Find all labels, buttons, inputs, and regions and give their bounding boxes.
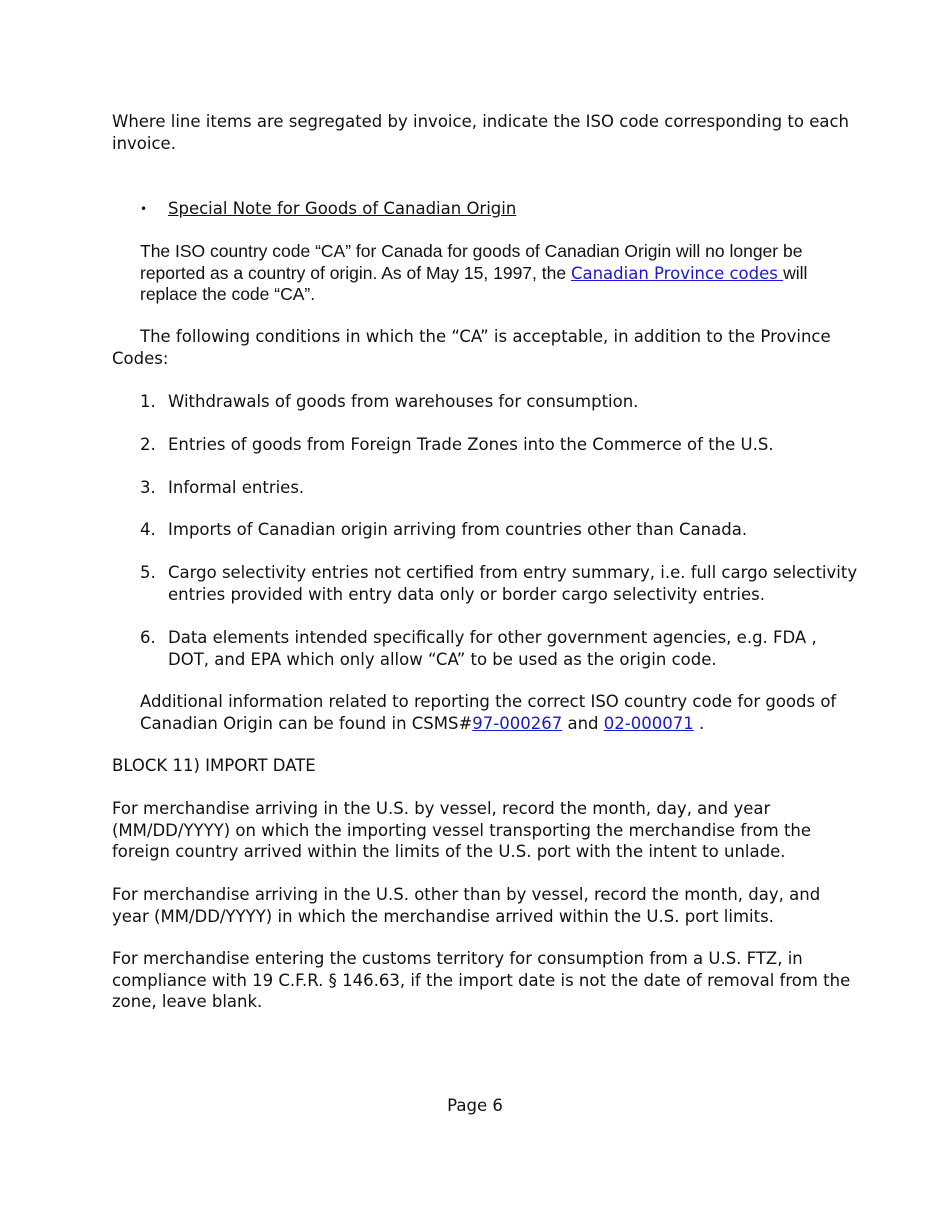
additional-info-paragraph <box>140 691 852 734</box>
list-item: Cargo selectivity entries not certified from entry summary, i.e. full cargo selectivity entries provided with entry data only or border cargo selectivity entries. <box>168 563 858 604</box>
special-note-text-a: The ISO country code “CA” for Canada for goods of Canadian Origin will no longer be reported as a country of origin. As of May 15, 1997, the <box>140 241 803 283</box>
block11-heading: BLOCK 11) IMPORT DATE <box>112 756 316 775</box>
additional-info-text: Additional information related to reporting the correct ISO country code for goods of Canadian Origin can be found in CSMS# <box>140 692 837 733</box>
additional-end: . <box>693 713 705 733</box>
list-number: 4. <box>140 520 156 539</box>
canadian-province-codes-link[interactable]: Canadian Province codes <box>570 263 784 283</box>
block11-paragraph-vessel: For merchandise arriving in the U.S. by vessel, record the month, day, and year (MM/DD/YYYY) on which the importing vessel transporting the merchandise from the foreign country arrived within the limits of the U.S. port with the intent to unlade. <box>112 799 812 861</box>
list-number: 2. <box>140 435 156 454</box>
additional-and: and <box>562 713 604 733</box>
list-number: 5. <box>140 563 156 582</box>
special-note-heading: Special Note for Goods of Canadian Origin <box>168 199 517 218</box>
special-note-paragraph <box>140 241 852 306</box>
list-number: 3. <box>140 478 156 497</box>
bullet-icon: • <box>140 202 148 216</box>
list-item: Imports of Canadian origin arriving from countries other than Canada. <box>168 520 748 539</box>
special-note-text-b: will replace the code “CA”. <box>140 262 808 304</box>
intro-paragraph: Where line items are segregated by invoice, indicate the ISO code corresponding to each invoice. <box>112 112 849 153</box>
list-item: Informal entries. <box>168 478 305 497</box>
list-number: 1. <box>140 392 156 411</box>
list-number: 6. <box>140 628 156 647</box>
conditions-intro: The following conditions in which the “CA” is acceptable, in addition to the Province Codes: <box>112 327 831 368</box>
list-item: Data elements intended specifically for other government agencies, e.g. FDA , DOT, and EPA which only allow “CA” to be used as the origin code. <box>168 628 817 669</box>
block11-paragraph-ftz: For merchandise entering the customs territory for consumption from a U.S. FTZ, in compliance with 19 C.F.R. § 146.63, if the import date is not the date of removal from the zone, leave blank. <box>112 949 851 1011</box>
csms-97-000267-link[interactable]: 97-000267 <box>472 713 563 733</box>
page-number: Page 6 <box>447 1096 503 1115</box>
block11-paragraph-other: For merchandise arriving in the U.S. other than by vessel, record the month, day, and year (MM/DD/YYYY) in which the merchandise arrived within the U.S. port limits. <box>112 885 821 926</box>
list-item: Withdrawals of goods from warehouses for consumption. <box>168 392 639 411</box>
csms-02-000071-link[interactable]: 02-000071 <box>603 713 694 733</box>
list-item: Entries of goods from Foreign Trade Zones into the Commerce of the U.S. <box>168 435 774 454</box>
